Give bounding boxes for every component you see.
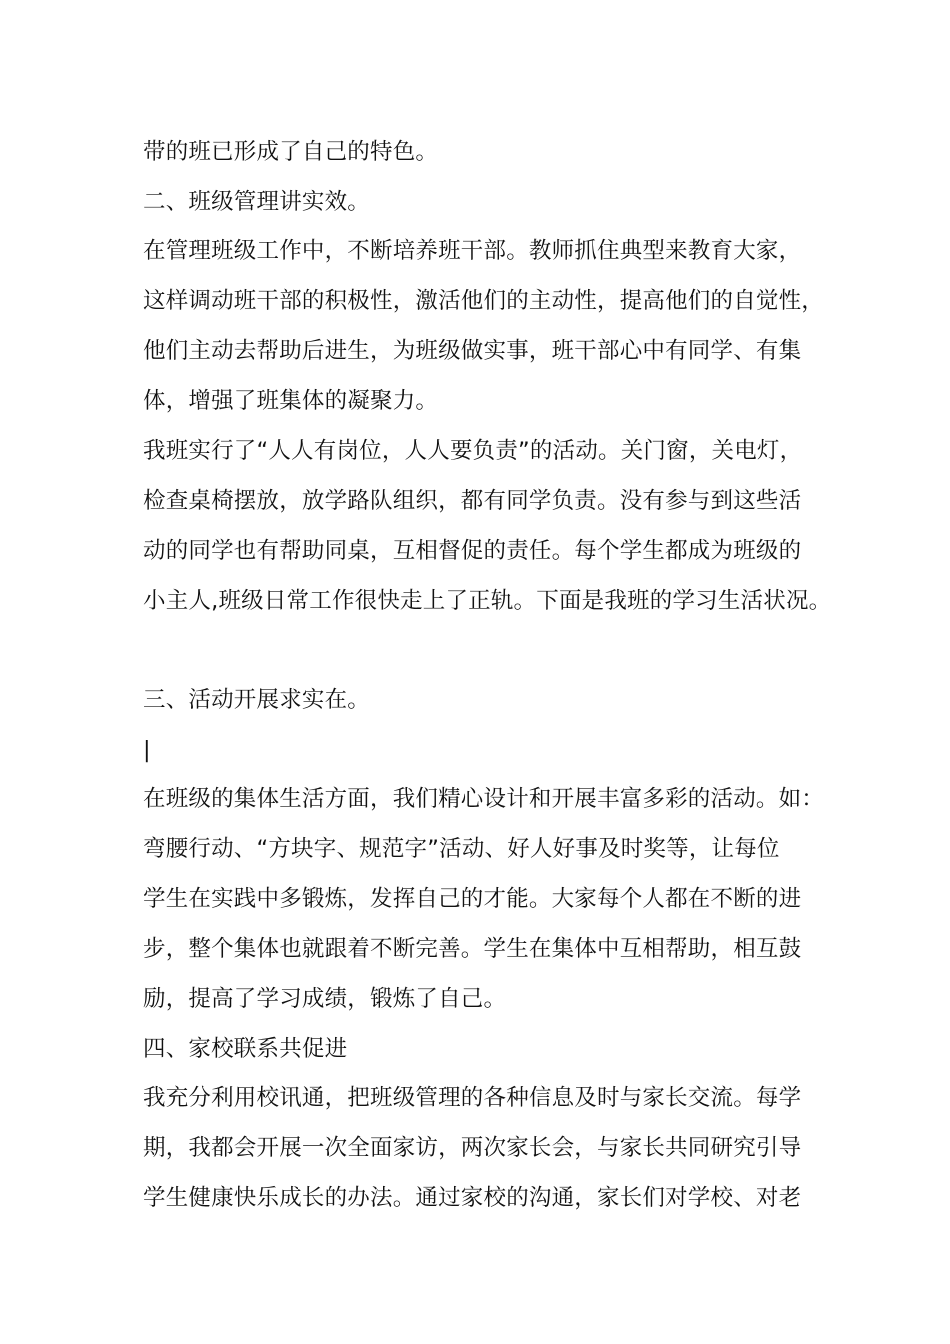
section-heading: 二、班级管理讲实效。 <box>143 189 371 215</box>
text-line: 步，整个集体也就跟着不断完善。学生在集体中互相帮助，相互鼓 <box>143 936 802 962</box>
section-heading: 四、家校联系共促进 <box>143 1036 348 1062</box>
text-cursor-mark: | <box>143 737 151 763</box>
text-line: 这样调动班干部的积极性，激活他们的主动性，提高他们的自觉性， <box>143 288 825 314</box>
text-line: 体，增强了班集体的凝聚力。 <box>143 388 439 414</box>
text-line: 检查桌椅摆放，放学路队组织，都有同学负责。没有参与到这些活 <box>143 488 802 514</box>
text-line: 弯腰行动、“方块字、规范字”活动、好人好事及时奖等，让每位 <box>143 836 780 862</box>
text-line: 在管理班级工作中，不断培养班干部。教师抓住典型来教育大家， <box>143 238 802 264</box>
text-line: 小主人,班级日常工作很快走上了正轨。下面是我班的学习生活状况。 <box>143 588 832 614</box>
text-line: 期，我都会开展一次全面家访，两次家长会，与家长共同研究引导 <box>143 1135 802 1161</box>
text-line: 我班实行了“人人有岗位，人人要负责”的活动。关门窗，关电灯， <box>143 438 803 464</box>
text-line: 动的同学也有帮助同桌，互相督促的责任。每个学生都成为班级的 <box>143 538 802 564</box>
text-line: 我充分利用校讯通，把班级管理的各种信息及时与家长交流。每学 <box>143 1085 802 1111</box>
text-line: 在班级的集体生活方面，我们精心设计和开展丰富多彩的活动。如： <box>143 786 825 812</box>
text-line: 学生在实践中多锻炼，发挥自己的才能。大家每个人都在不断的进 <box>143 886 802 912</box>
text-line: 他们主动去帮助后进生，为班级做实事，班干部心中有同学、有集 <box>143 338 802 364</box>
text-line: 带的班已形成了自己的特色。 <box>143 139 439 165</box>
text-line: 学生健康快乐成长的办法。通过家校的沟通，家长们对学校、对老 <box>143 1185 802 1211</box>
text-line: 励，提高了学习成绩，锻炼了自己。 <box>143 986 507 1012</box>
section-heading: 三、活动开展求实在。 <box>143 687 371 713</box>
